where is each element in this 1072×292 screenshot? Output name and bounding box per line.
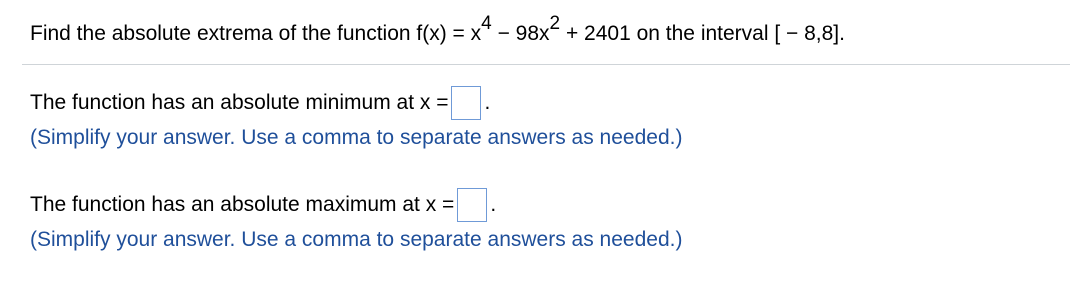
divider [22, 64, 1070, 65]
maximum-label: The function has an absolute maximum at x = [30, 193, 455, 216]
question-suffix: + 2401 on the interval [ − 8,8]. [560, 22, 845, 45]
minimum-question-row [30, 86, 490, 120]
maximum-hint: (Simplify your answer. Use a comma to separate answers as needed.) [30, 228, 683, 251]
question-middle: − 98x [491, 22, 550, 45]
minimum-answer-input[interactable] [451, 86, 481, 120]
exponent-2: 2 [549, 13, 561, 34]
maximum-answer-input[interactable] [457, 188, 487, 222]
maximum-question-row [30, 188, 496, 222]
minimum-label: The function has an absolute minimum at x = [30, 91, 449, 114]
question-prefix: Find the absolute extrema of the function f(x) = x [30, 22, 482, 45]
exponent-4: 4 [481, 13, 492, 34]
minimum-period: . [484, 91, 491, 114]
maximum-period: . [490, 193, 497, 216]
question-text [30, 13, 845, 50]
minimum-hint: (Simplify your answer. Use a comma to separate answers as needed.) [30, 126, 683, 149]
